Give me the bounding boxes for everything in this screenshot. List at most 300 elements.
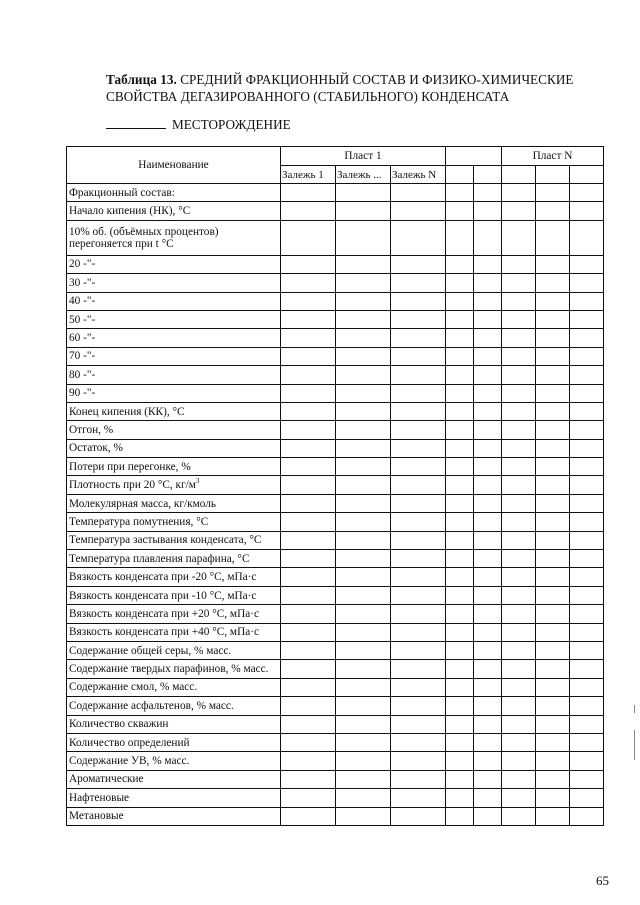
value-cell[interactable] bbox=[446, 366, 474, 384]
value-cell[interactable] bbox=[446, 605, 474, 623]
value-cell[interactable] bbox=[536, 184, 570, 202]
value-cell[interactable] bbox=[474, 421, 502, 439]
row-label bbox=[67, 220, 281, 255]
value-cell[interactable] bbox=[446, 458, 474, 476]
value-cell[interactable] bbox=[336, 513, 391, 531]
value-cell[interactable] bbox=[536, 623, 570, 641]
value-cell[interactable] bbox=[570, 531, 604, 549]
value-cell[interactable] bbox=[474, 733, 502, 751]
value-cell[interactable] bbox=[570, 274, 604, 292]
table-row bbox=[67, 347, 604, 365]
value-cell[interactable] bbox=[502, 715, 536, 733]
value-cell[interactable] bbox=[570, 770, 604, 788]
value-cell[interactable] bbox=[391, 310, 446, 328]
value-cell[interactable] bbox=[536, 458, 570, 476]
table-row bbox=[67, 550, 604, 568]
group-header-1: Пласт 1 bbox=[281, 147, 446, 166]
value-cell[interactable] bbox=[391, 494, 446, 512]
value-cell[interactable] bbox=[391, 789, 446, 807]
title-text-1: СРЕДНИЙ ФРАКЦИОННЫЙ СОСТАВ И ФИЗИКО-ХИМИЧЕСКИЕ bbox=[176, 72, 574, 87]
value-cell[interactable] bbox=[446, 421, 474, 439]
value-cell[interactable] bbox=[570, 402, 604, 420]
value-cell[interactable] bbox=[446, 184, 474, 202]
value-cell[interactable] bbox=[502, 274, 536, 292]
value-cell[interactable] bbox=[336, 807, 391, 825]
value-cell[interactable] bbox=[570, 550, 604, 568]
value-cell[interactable] bbox=[391, 202, 446, 220]
row-label-text: Температура помутнения, °С bbox=[69, 515, 209, 528]
value-cell[interactable] bbox=[474, 476, 502, 494]
value-cell[interactable] bbox=[474, 274, 502, 292]
value-cell[interactable] bbox=[391, 568, 446, 586]
value-cell[interactable] bbox=[281, 586, 336, 604]
value-cell[interactable] bbox=[391, 458, 446, 476]
value-cell[interactable] bbox=[391, 586, 446, 604]
value-cell[interactable] bbox=[536, 697, 570, 715]
value-cell[interactable] bbox=[502, 384, 536, 402]
value-cell[interactable] bbox=[474, 292, 502, 310]
value-cell[interactable] bbox=[336, 366, 391, 384]
value-cell[interactable] bbox=[536, 586, 570, 604]
value-cell[interactable] bbox=[570, 623, 604, 641]
value-cell[interactable] bbox=[336, 184, 391, 202]
value-cell[interactable] bbox=[502, 568, 536, 586]
value-cell[interactable] bbox=[536, 439, 570, 457]
value-cell[interactable] bbox=[474, 752, 502, 770]
value-cell[interactable] bbox=[536, 255, 570, 273]
row-label bbox=[67, 366, 281, 384]
value-cell[interactable] bbox=[474, 586, 502, 604]
value-cell[interactable] bbox=[391, 697, 446, 715]
value-cell[interactable] bbox=[336, 202, 391, 220]
value-cell[interactable] bbox=[502, 184, 536, 202]
value-cell[interactable] bbox=[281, 568, 336, 586]
value-cell[interactable] bbox=[391, 292, 446, 310]
value-cell[interactable] bbox=[446, 550, 474, 568]
value-cell[interactable] bbox=[446, 807, 474, 825]
value-cell[interactable] bbox=[536, 715, 570, 733]
value-cell[interactable] bbox=[391, 733, 446, 751]
value-cell[interactable] bbox=[474, 678, 502, 696]
value-cell[interactable] bbox=[474, 789, 502, 807]
row-label-text: Количество определений bbox=[69, 736, 190, 749]
sub-col-header-blank bbox=[570, 166, 604, 184]
value-cell[interactable] bbox=[446, 310, 474, 328]
value-cell[interactable] bbox=[474, 605, 502, 623]
value-cell[interactable] bbox=[502, 660, 536, 678]
value-cell[interactable] bbox=[336, 678, 391, 696]
value-cell[interactable] bbox=[474, 623, 502, 641]
value-cell[interactable] bbox=[446, 274, 474, 292]
value-cell[interactable] bbox=[391, 384, 446, 402]
value-cell[interactable] bbox=[474, 550, 502, 568]
value-cell[interactable] bbox=[336, 550, 391, 568]
value-cell[interactable] bbox=[536, 605, 570, 623]
value-cell[interactable] bbox=[474, 347, 502, 365]
value-cell[interactable] bbox=[336, 292, 391, 310]
value-cell[interactable] bbox=[391, 770, 446, 788]
value-cell[interactable] bbox=[536, 641, 570, 659]
value-cell[interactable] bbox=[502, 531, 536, 549]
value-cell[interactable] bbox=[502, 310, 536, 328]
value-cell[interactable] bbox=[391, 255, 446, 273]
value-cell[interactable] bbox=[281, 513, 336, 531]
value-cell[interactable] bbox=[570, 184, 604, 202]
value-cell[interactable] bbox=[336, 715, 391, 733]
value-cell[interactable] bbox=[446, 623, 474, 641]
value-cell[interactable] bbox=[570, 347, 604, 365]
value-cell[interactable] bbox=[281, 439, 336, 457]
value-cell[interactable] bbox=[281, 660, 336, 678]
value-cell[interactable] bbox=[502, 678, 536, 696]
value-cell[interactable] bbox=[391, 678, 446, 696]
value-cell[interactable] bbox=[502, 458, 536, 476]
value-cell[interactable] bbox=[502, 641, 536, 659]
value-cell[interactable] bbox=[446, 697, 474, 715]
value-cell[interactable] bbox=[570, 586, 604, 604]
value-cell[interactable] bbox=[281, 220, 336, 255]
value-cell[interactable] bbox=[474, 568, 502, 586]
table-title bbox=[106, 71, 606, 105]
value-cell[interactable] bbox=[570, 292, 604, 310]
value-cell[interactable] bbox=[474, 531, 502, 549]
row-label-text: 70 -"- bbox=[69, 350, 96, 363]
value-cell[interactable] bbox=[391, 531, 446, 549]
value-cell[interactable] bbox=[281, 292, 336, 310]
value-cell[interactable] bbox=[336, 347, 391, 365]
value-cell[interactable] bbox=[391, 476, 446, 494]
value-cell[interactable] bbox=[281, 494, 336, 512]
row-label-text: Содержание асфальтенов, % масс. bbox=[69, 699, 234, 712]
row-label bbox=[67, 697, 281, 715]
value-cell[interactable] bbox=[536, 513, 570, 531]
value-cell[interactable] bbox=[446, 641, 474, 659]
value-cell[interactable] bbox=[570, 752, 604, 770]
value-cell[interactable] bbox=[281, 310, 336, 328]
value-cell[interactable] bbox=[570, 476, 604, 494]
value-cell[interactable] bbox=[474, 697, 502, 715]
value-cell[interactable] bbox=[570, 329, 604, 347]
value-cell[interactable] bbox=[391, 421, 446, 439]
row-label bbox=[67, 184, 281, 202]
value-cell[interactable] bbox=[570, 366, 604, 384]
value-cell[interactable] bbox=[281, 550, 336, 568]
value-cell[interactable] bbox=[474, 458, 502, 476]
row-label bbox=[67, 550, 281, 568]
value-cell[interactable] bbox=[570, 439, 604, 457]
value-cell[interactable] bbox=[336, 255, 391, 273]
value-cell[interactable] bbox=[474, 384, 502, 402]
value-cell[interactable] bbox=[570, 605, 604, 623]
value-cell[interactable] bbox=[474, 255, 502, 273]
value-cell[interactable] bbox=[281, 733, 336, 751]
value-cell[interactable] bbox=[536, 531, 570, 549]
value-cell[interactable] bbox=[502, 752, 536, 770]
value-cell[interactable] bbox=[446, 770, 474, 788]
value-cell[interactable] bbox=[570, 678, 604, 696]
value-cell[interactable] bbox=[281, 476, 336, 494]
value-cell[interactable] bbox=[502, 421, 536, 439]
value-cell[interactable] bbox=[391, 715, 446, 733]
value-cell[interactable] bbox=[336, 439, 391, 457]
value-cell[interactable] bbox=[391, 641, 446, 659]
value-cell[interactable] bbox=[474, 310, 502, 328]
value-cell[interactable] bbox=[446, 476, 474, 494]
value-cell[interactable] bbox=[281, 715, 336, 733]
value-cell[interactable] bbox=[446, 494, 474, 512]
value-cell[interactable] bbox=[536, 329, 570, 347]
value-cell[interactable] bbox=[474, 202, 502, 220]
value-cell[interactable] bbox=[446, 531, 474, 549]
sub-col-header-blank bbox=[474, 166, 502, 184]
value-cell[interactable] bbox=[281, 274, 336, 292]
value-cell[interactable] bbox=[281, 329, 336, 347]
value-cell[interactable] bbox=[446, 329, 474, 347]
value-cell[interactable] bbox=[570, 310, 604, 328]
value-cell[interactable] bbox=[446, 660, 474, 678]
value-cell[interactable] bbox=[336, 494, 391, 512]
value-cell[interactable] bbox=[446, 384, 474, 402]
value-cell[interactable] bbox=[281, 384, 336, 402]
value-cell[interactable] bbox=[281, 623, 336, 641]
value-cell[interactable] bbox=[570, 458, 604, 476]
value-cell[interactable] bbox=[281, 641, 336, 659]
value-cell[interactable] bbox=[502, 623, 536, 641]
value-cell[interactable] bbox=[502, 789, 536, 807]
value-cell[interactable] bbox=[536, 347, 570, 365]
value-cell[interactable] bbox=[570, 494, 604, 512]
value-cell[interactable] bbox=[336, 274, 391, 292]
value-cell[interactable] bbox=[446, 202, 474, 220]
value-cell[interactable] bbox=[536, 220, 570, 255]
value-cell[interactable] bbox=[536, 550, 570, 568]
value-cell[interactable] bbox=[502, 347, 536, 365]
value-cell[interactable] bbox=[281, 184, 336, 202]
value-cell[interactable] bbox=[391, 439, 446, 457]
value-cell[interactable] bbox=[570, 733, 604, 751]
value-cell[interactable] bbox=[336, 458, 391, 476]
value-cell[interactable] bbox=[336, 733, 391, 751]
value-cell[interactable] bbox=[536, 310, 570, 328]
value-cell[interactable] bbox=[336, 476, 391, 494]
value-cell[interactable] bbox=[336, 752, 391, 770]
value-cell[interactable] bbox=[336, 641, 391, 659]
value-cell[interactable] bbox=[446, 439, 474, 457]
value-cell[interactable] bbox=[536, 770, 570, 788]
value-cell[interactable] bbox=[570, 255, 604, 273]
value-cell[interactable] bbox=[281, 402, 336, 420]
row-label-text: Температура застывания конденсата, °С bbox=[69, 534, 262, 547]
value-cell[interactable] bbox=[502, 770, 536, 788]
value-cell[interactable] bbox=[502, 329, 536, 347]
value-cell[interactable] bbox=[474, 513, 502, 531]
value-cell[interactable] bbox=[570, 220, 604, 255]
value-cell[interactable] bbox=[336, 697, 391, 715]
value-cell[interactable] bbox=[570, 421, 604, 439]
value-cell[interactable] bbox=[502, 494, 536, 512]
value-cell[interactable] bbox=[474, 329, 502, 347]
value-cell[interactable] bbox=[536, 402, 570, 420]
value-cell[interactable] bbox=[336, 568, 391, 586]
value-cell[interactable] bbox=[474, 184, 502, 202]
value-cell[interactable] bbox=[446, 752, 474, 770]
value-cell[interactable] bbox=[336, 402, 391, 420]
value-cell[interactable] bbox=[474, 770, 502, 788]
value-cell[interactable] bbox=[391, 605, 446, 623]
value-cell[interactable] bbox=[570, 697, 604, 715]
value-cell[interactable] bbox=[391, 274, 446, 292]
value-cell[interactable] bbox=[336, 384, 391, 402]
value-cell[interactable] bbox=[391, 220, 446, 255]
value-cell[interactable] bbox=[446, 568, 474, 586]
table-row bbox=[67, 697, 604, 715]
value-cell[interactable] bbox=[336, 605, 391, 623]
value-cell[interactable] bbox=[570, 202, 604, 220]
value-cell[interactable] bbox=[502, 220, 536, 255]
value-cell[interactable] bbox=[391, 366, 446, 384]
value-cell[interactable] bbox=[536, 292, 570, 310]
value-cell[interactable] bbox=[536, 807, 570, 825]
value-cell[interactable] bbox=[336, 421, 391, 439]
value-cell[interactable] bbox=[281, 255, 336, 273]
value-cell[interactable] bbox=[281, 458, 336, 476]
value-cell[interactable] bbox=[391, 752, 446, 770]
value-cell[interactable] bbox=[474, 660, 502, 678]
value-cell[interactable] bbox=[502, 476, 536, 494]
value-cell[interactable] bbox=[570, 513, 604, 531]
value-cell[interactable] bbox=[446, 220, 474, 255]
value-cell[interactable] bbox=[570, 384, 604, 402]
value-cell[interactable] bbox=[446, 292, 474, 310]
value-cell[interactable] bbox=[336, 220, 391, 255]
value-cell[interactable] bbox=[502, 439, 536, 457]
value-cell[interactable] bbox=[446, 402, 474, 420]
value-cell[interactable] bbox=[391, 329, 446, 347]
value-cell[interactable] bbox=[502, 586, 536, 604]
value-cell[interactable] bbox=[336, 660, 391, 678]
value-cell[interactable] bbox=[281, 770, 336, 788]
value-cell[interactable] bbox=[281, 605, 336, 623]
value-cell[interactable] bbox=[281, 752, 336, 770]
value-cell[interactable] bbox=[502, 366, 536, 384]
value-cell[interactable] bbox=[502, 402, 536, 420]
table-row bbox=[67, 184, 604, 202]
value-cell[interactable] bbox=[502, 733, 536, 751]
value-cell[interactable] bbox=[474, 220, 502, 255]
value-cell[interactable] bbox=[502, 697, 536, 715]
value-cell[interactable] bbox=[446, 255, 474, 273]
value-cell[interactable] bbox=[570, 641, 604, 659]
value-cell[interactable] bbox=[536, 476, 570, 494]
value-cell[interactable] bbox=[474, 715, 502, 733]
value-cell[interactable] bbox=[502, 255, 536, 273]
value-cell[interactable] bbox=[536, 366, 570, 384]
value-cell[interactable] bbox=[570, 568, 604, 586]
value-cell[interactable] bbox=[446, 733, 474, 751]
row-label bbox=[67, 458, 281, 476]
value-cell[interactable] bbox=[281, 347, 336, 365]
table-label: Таблица 13. bbox=[106, 72, 177, 87]
value-cell[interactable] bbox=[446, 678, 474, 696]
value-cell[interactable] bbox=[536, 733, 570, 751]
value-cell[interactable] bbox=[474, 494, 502, 512]
value-cell[interactable] bbox=[391, 513, 446, 531]
value-cell[interactable] bbox=[281, 531, 336, 549]
row-label bbox=[67, 605, 281, 623]
value-cell[interactable] bbox=[336, 310, 391, 328]
value-cell[interactable] bbox=[474, 366, 502, 384]
value-cell[interactable] bbox=[502, 605, 536, 623]
value-cell[interactable] bbox=[536, 202, 570, 220]
value-cell[interactable] bbox=[536, 678, 570, 696]
value-cell[interactable] bbox=[502, 550, 536, 568]
value-cell[interactable] bbox=[536, 789, 570, 807]
value-cell[interactable] bbox=[536, 494, 570, 512]
row-label-text: Содержание общей серы, % масс. bbox=[69, 644, 232, 657]
value-cell[interactable] bbox=[281, 807, 336, 825]
value-cell[interactable] bbox=[391, 807, 446, 825]
value-cell[interactable] bbox=[536, 274, 570, 292]
value-cell[interactable] bbox=[336, 329, 391, 347]
row-label-text: 10% об. (объёмных процентов) перегоняется при t °С bbox=[69, 225, 219, 250]
table-row bbox=[67, 513, 604, 531]
value-cell[interactable] bbox=[391, 660, 446, 678]
value-cell[interactable] bbox=[570, 789, 604, 807]
value-cell[interactable] bbox=[281, 789, 336, 807]
value-cell[interactable] bbox=[502, 202, 536, 220]
value-cell[interactable] bbox=[474, 641, 502, 659]
value-cell[interactable] bbox=[570, 807, 604, 825]
value-cell[interactable] bbox=[336, 770, 391, 788]
value-cell[interactable] bbox=[281, 366, 336, 384]
value-cell[interactable] bbox=[502, 807, 536, 825]
value-cell[interactable] bbox=[570, 715, 604, 733]
value-cell[interactable] bbox=[536, 384, 570, 402]
value-cell[interactable] bbox=[570, 660, 604, 678]
value-cell[interactable] bbox=[446, 513, 474, 531]
value-cell[interactable] bbox=[391, 623, 446, 641]
value-cell[interactable] bbox=[391, 402, 446, 420]
value-cell[interactable] bbox=[336, 789, 391, 807]
value-cell[interactable] bbox=[536, 421, 570, 439]
value-cell[interactable] bbox=[536, 752, 570, 770]
value-cell[interactable] bbox=[536, 568, 570, 586]
value-cell[interactable] bbox=[391, 184, 446, 202]
table-body bbox=[67, 184, 604, 826]
row-label bbox=[67, 421, 281, 439]
value-cell[interactable] bbox=[446, 715, 474, 733]
value-cell[interactable] bbox=[474, 439, 502, 457]
value-cell[interactable] bbox=[281, 678, 336, 696]
row-label bbox=[67, 586, 281, 604]
value-cell[interactable] bbox=[536, 660, 570, 678]
value-cell[interactable] bbox=[281, 202, 336, 220]
value-cell[interactable] bbox=[336, 623, 391, 641]
value-cell[interactable] bbox=[281, 421, 336, 439]
value-cell[interactable] bbox=[474, 402, 502, 420]
value-cell[interactable] bbox=[391, 347, 446, 365]
value-cell[interactable] bbox=[502, 292, 536, 310]
value-cell[interactable] bbox=[336, 531, 391, 549]
value-cell[interactable] bbox=[281, 697, 336, 715]
value-cell[interactable] bbox=[336, 586, 391, 604]
value-cell[interactable] bbox=[502, 513, 536, 531]
value-cell[interactable] bbox=[446, 789, 474, 807]
value-cell[interactable] bbox=[474, 807, 502, 825]
value-cell[interactable] bbox=[391, 550, 446, 568]
value-cell[interactable] bbox=[446, 586, 474, 604]
value-cell[interactable] bbox=[446, 347, 474, 365]
